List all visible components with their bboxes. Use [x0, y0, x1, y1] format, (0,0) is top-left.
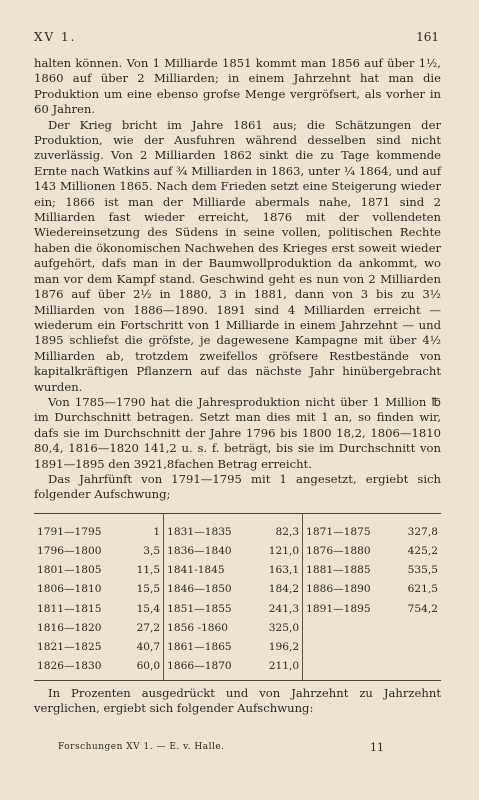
table-row: [34, 599, 441, 618]
header-section: XV 1.: [34, 30, 77, 44]
value-cell: 60,0: [125, 657, 164, 681]
period-cell: 1856 -1860: [167, 621, 229, 634]
period-cell: 1826—1830: [37, 660, 102, 673]
signature-mark: 11: [370, 741, 384, 754]
period-cell: 1806—1810: [37, 583, 102, 596]
value-cell: 163,1: [255, 560, 302, 579]
value-cell: 327,8: [407, 525, 438, 538]
value-cell: 15,5: [125, 580, 164, 599]
page-number: 161: [416, 30, 439, 44]
period-cell: 1811—1815: [37, 602, 102, 615]
value-cell: 15,4: [125, 599, 164, 618]
period-cell: 1796—1800: [37, 544, 102, 557]
running-header: [34, 30, 439, 48]
period-cell: 1821—1825: [37, 641, 102, 654]
paragraph: Das Jahrfünft von 1791—1795 mit 1 angesetzt, ergiebt sich folgender Aufschwung;: [34, 471, 441, 502]
value-cell: 184,2: [255, 580, 302, 599]
period-cell: 1886—1890: [306, 583, 371, 596]
period-cell: 1841-1845: [167, 563, 225, 576]
value-cell: [394, 657, 441, 681]
value-cell: 535,5: [407, 563, 438, 576]
value-cell: 3,5: [125, 541, 164, 560]
paragraph: In Prozenten ausgedrückt und von Jahrzehnt zu Jahrzehnt verglichen, ergiebt sich folgender Aufschwung:: [34, 686, 441, 716]
value-cell: 325,0: [255, 618, 302, 637]
table-row: [34, 514, 441, 542]
period-cell: 1891—1895: [306, 602, 371, 615]
paragraph: halten können. Von 1 Milliarde 1851 kommt man 1856 auf über 1½, 1860 auf über 2 Milliarden; in einem Jahrzehnt hat man die Produktion um eine ebenso grofse Menge vergröfsert, als vorher in 60 Jahren.: [34, 56, 441, 117]
table-row: [34, 580, 441, 599]
value-cell: 1: [125, 514, 164, 542]
growth-table: [34, 513, 441, 681]
period-cell: 1861—1865: [167, 641, 232, 654]
body-text: [34, 56, 441, 503]
table-row: [34, 657, 441, 681]
value-cell: 241,3: [255, 599, 302, 618]
value-cell: 121,0: [255, 541, 302, 560]
body-text-continued: [34, 686, 441, 717]
value-cell: 82,3: [255, 514, 302, 542]
period-cell: 1836—1840: [167, 544, 232, 557]
period-cell: 1846—1850: [167, 583, 232, 596]
value-cell: 27,2: [125, 618, 164, 637]
period-cell: [303, 637, 395, 656]
period-cell: 1801—1805: [37, 563, 102, 576]
table-row: [34, 560, 441, 579]
value-cell: 754,2: [407, 602, 438, 615]
value-cell: [394, 637, 441, 656]
value-cell: 11,5: [125, 560, 164, 579]
period-cell: 1876—1880: [306, 544, 371, 557]
table-row: [34, 541, 441, 560]
period-cell: 1866—1870: [167, 660, 232, 673]
value-cell: 621,5: [407, 583, 438, 596]
period-cell: 1871—1875: [306, 525, 371, 538]
period-cell: 1791—1795: [37, 525, 102, 538]
period-cell: [303, 618, 395, 637]
period-cell: [303, 657, 395, 681]
period-cell: 1831—1835: [167, 525, 232, 538]
value-cell: 40,7: [125, 637, 164, 656]
table-row: [34, 618, 441, 637]
paragraph: Der Krieg bricht im Jahre 1861 aus; die Schätzungen der Produktion, wie der Ausfuhren während desselben sind nicht zuverlässig. Von 2 Milliarden 1862 sinkt die zu Tage kommende Ernte nach Watkins auf ¾ Milliarden in 1863, unter ¼ 1864, und auf 143 Millionen 1865. Nach dem Frieden setzt eine Steigerung wieder ein; 1866 ist man der Milliarde abermals nahe, 1871 sind 2 Milliarden fast wieder erreicht, 1876 mit der vollendeten Wiedereinsetzung des Südens in seine vollen, politischen Rechte haben die ökonomischen Nachwehen des Krieges erst soweit wieder aufgehört, dafs man in der Baumwollproduktion da ankommt, wo man vor dem Kampf stand. Geschwind geht es nun von 2 Milliarden 1876 auf über 2½ in 1880, 3 in 1881, dann von 3 bis zu 3½ Milliarden von 1886—1890. 1891 sind 4 Milliarden erreicht — wiederum ein Fortschritt von 1 Milliarde in einem Jahrzehnt — und 1895 schliefst die gröfste, je dagewesene Kampagne mit über 4½ Milliarden ab, trotzdem zweifellos gröfsere Restbestände von kapitalkräftigen Pflanzern auf das nächste Jahr hinübergebracht wurden.: [34, 117, 441, 394]
period-cell: 1881—1885: [306, 563, 371, 576]
value-cell: 196,2: [255, 637, 302, 656]
value-cell: [394, 618, 441, 637]
footer-citation: Forschungen XV 1. — E. v. Halle.: [58, 742, 225, 752]
period-cell: 1816—1820: [37, 621, 102, 634]
value-cell: 211,0: [255, 657, 302, 681]
table-row: [34, 637, 441, 656]
value-cell: 425,2: [407, 544, 438, 557]
period-cell: 1851—1855: [167, 602, 232, 615]
paragraph: Von 1785—1790 hat die Jahresproduktion nicht über 1 Million ℔ im Durchschnitt betragen. Setzt man dies mit 1 an, so finden wir, dafs sie im Durchschnitt der Jahre 1796 bis 1800 18,2, 1806—1810 80,4, 1816—1820 141,2 u. s. f. beträgt, bis sie im Durchschnitt von 1891—1895 den 3921,8fachen Betrag erreicht.: [34, 394, 441, 471]
